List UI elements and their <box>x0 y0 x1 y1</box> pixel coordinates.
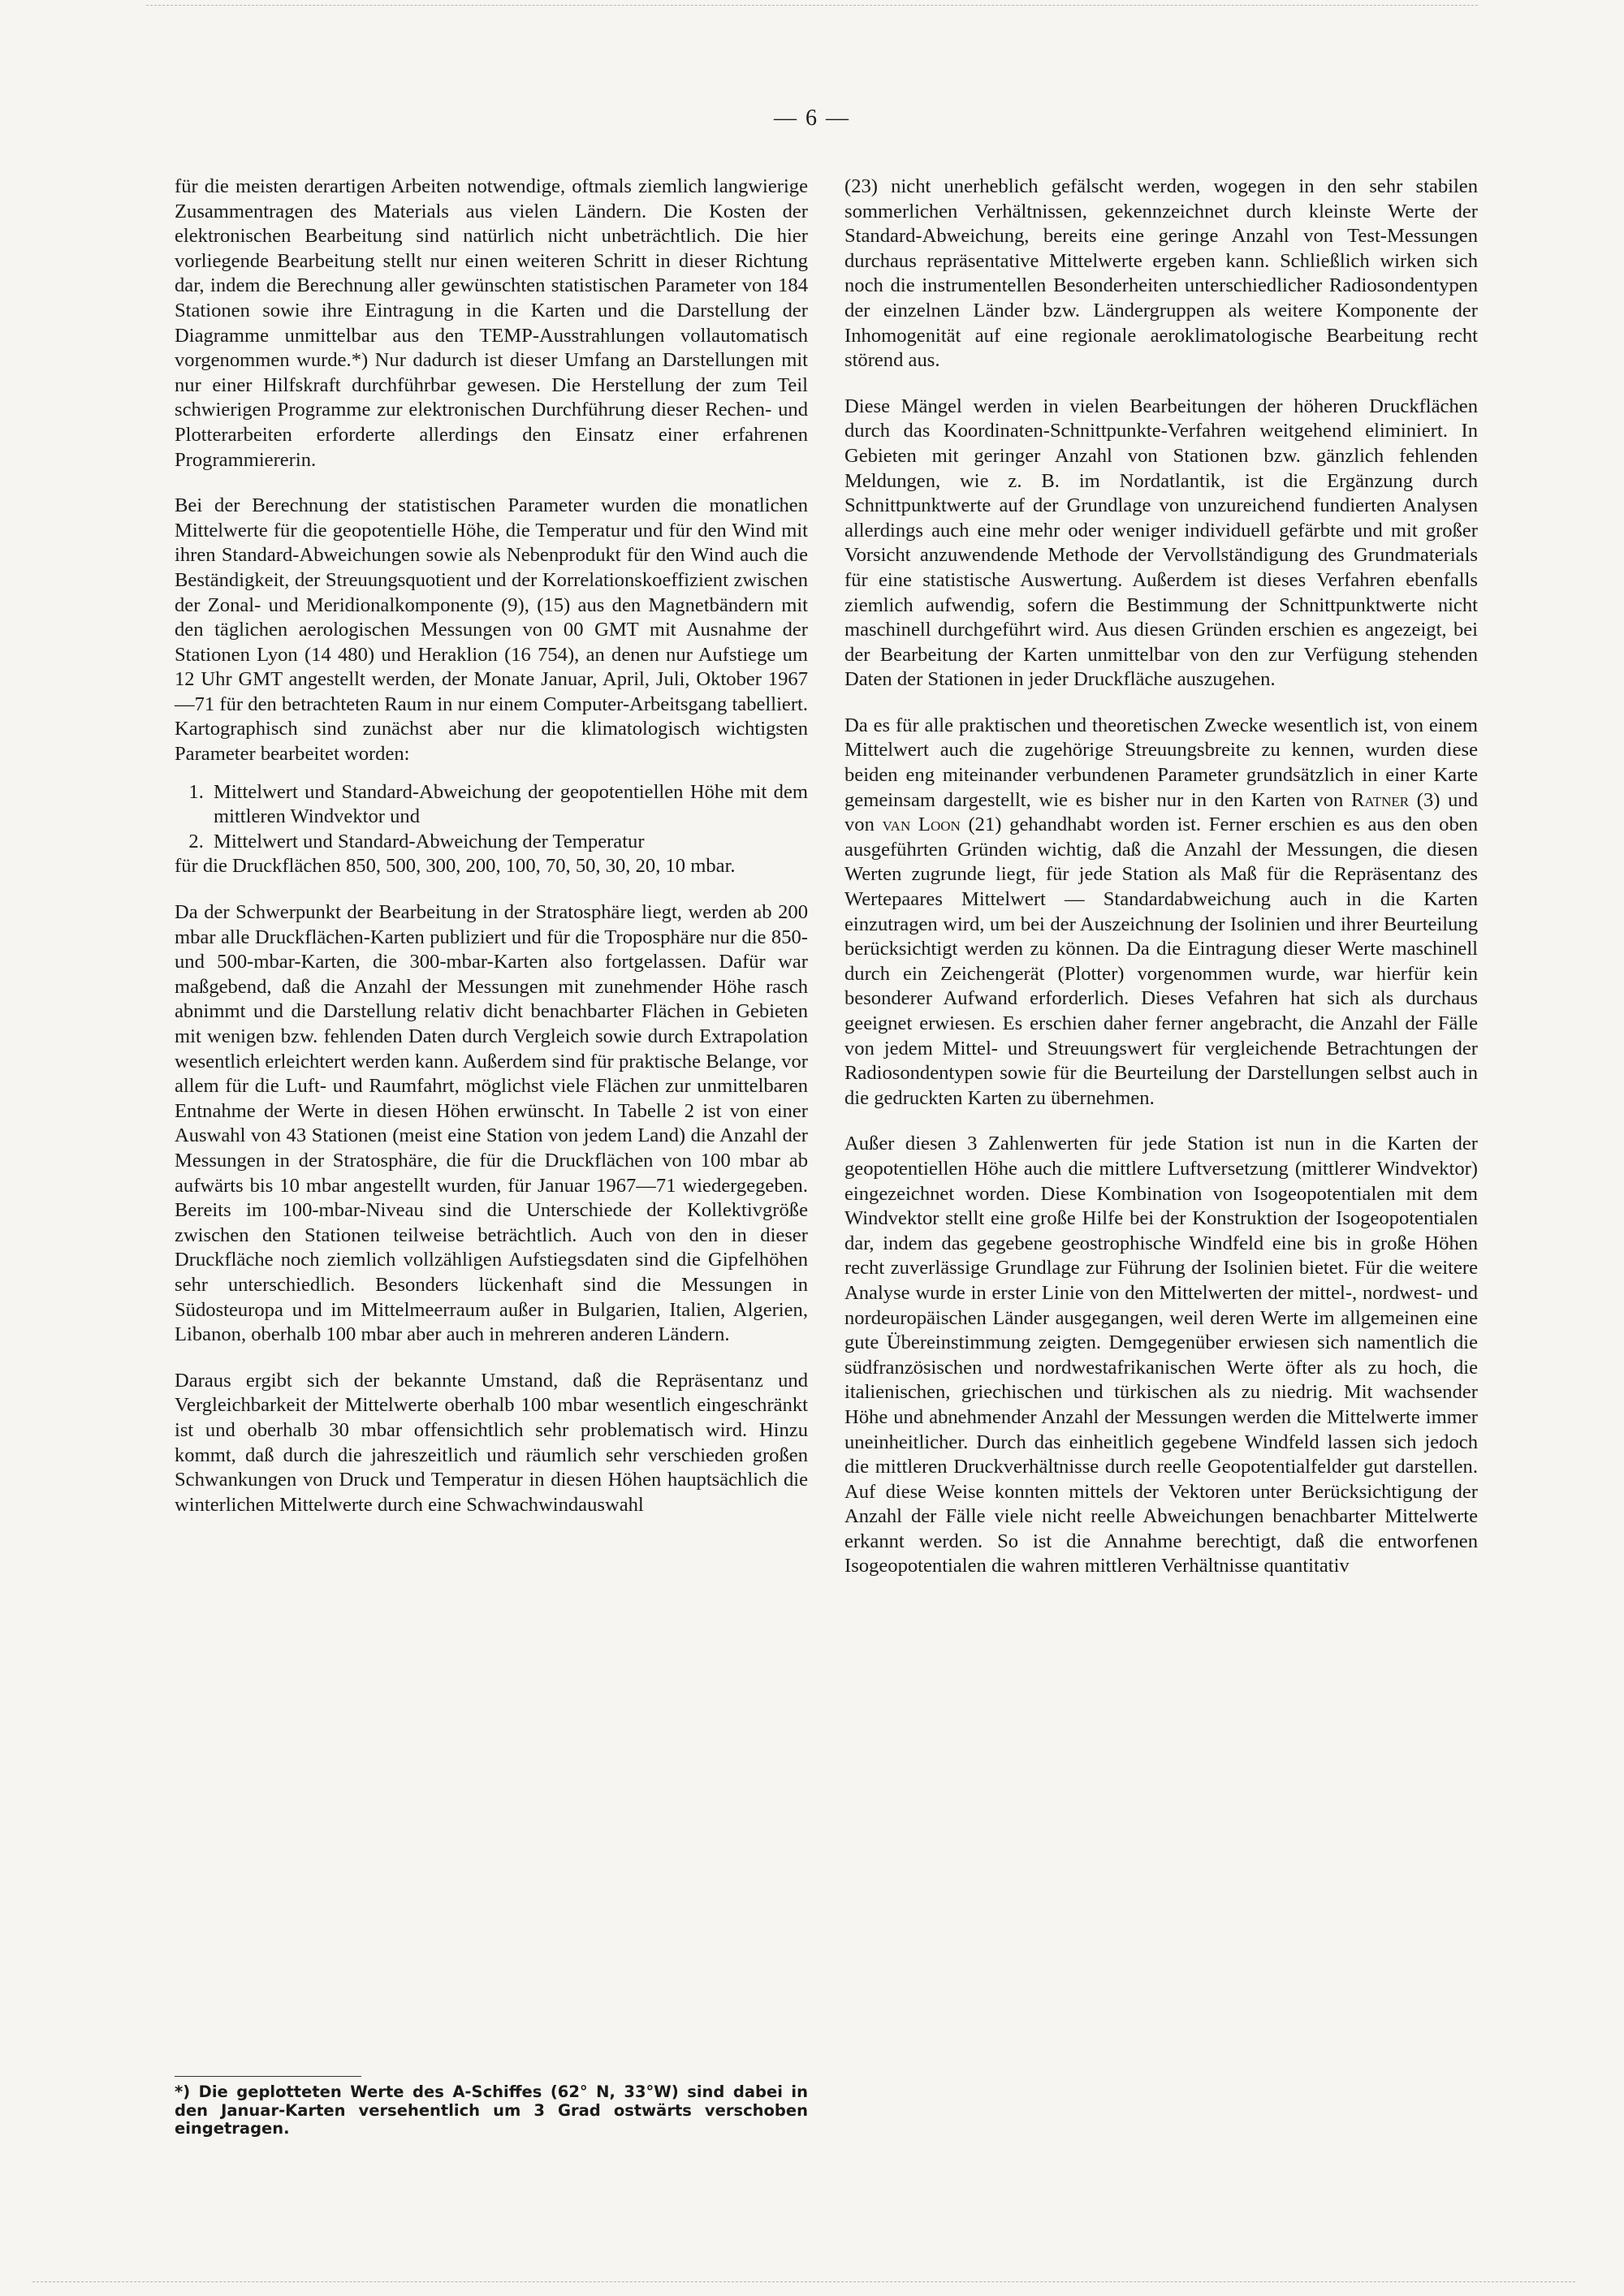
list-item: 2. Mittelwert und Standard-Abweichung der Temperatur <box>209 830 808 855</box>
paragraph: Diese Mängel werden in vielen Bearbeitungen der höheren Druckflächen durch das Koordinaten-Schnittpunkte-Verfahren weitgehend eliminiert. In Gebieten mit geringer Anzahl von Stationen bzw. gänzlich fehlenden Meldungen, wie z. B. im Nordatlantik, ist die Ergänzung durch Schnittpunktwerte auf der Grundlage von unzureichend fundierten Analysen allerdings auch eine mehr oder weniger individuell gefärbte und mit großer Vorsicht anzuwendende Methode der Vervollständigung des Grundmaterials für eine statistische Auswertung. Außerdem ist dieses Verfahren ebenfalls ziemlich aufwendig, sofern die Bestimmung der Schnittpunktwerte nicht maschinell durchgeführt wird. Aus diesen Gründen erschien es angezeigt, bei der Bearbeitung der Karten unmittelbar von den zur Verfügung stehenden Daten der Stationen in jeder Druckfläche auszugehen. <box>844 395 1478 691</box>
text-run: (3) und von <box>844 788 1479 836</box>
left-column <box>175 175 808 1517</box>
scan-edge-top <box>146 5 1478 6</box>
scan-edge-bottom <box>32 2281 1575 2282</box>
parameter-list <box>175 780 808 855</box>
list-item: 1. Mittelwert und Standard-Abweichung der geopotentiellen Höhe mit dem mittleren Windvektor und <box>209 780 808 830</box>
list-continuation: für die Druckflächen 850, 500, 300, 200, 100, 70, 50, 30, 20, 10 mbar. <box>175 855 736 878</box>
paragraph: (23) nicht unerheblich gefälscht werden, wogegen in den sehr stabilen sommerlichen Verhältnissen, gekennzeichnet durch kleinste Werte der Standard-Abweichung, bereits eine geringe Anzahl von Test-Messungen durchaus repräsentative Mittelwerte ergeben kann. Schließlich wirken sich noch die instrumentellen Besonderheiten unterschiedlicher Radiosondentypen der einzelnen Länder bzw. Ländergruppen als weitere Komponente der Inhomogenität auf eine regionale aeroklimatologische Bearbeitung recht störend aus. <box>844 175 1478 372</box>
author-name: van Loon <box>882 814 961 836</box>
page-number: — 6 — <box>774 106 850 131</box>
footnote: *) Die geplotteten Werte des A-Schiffes (62° N, 33°W) sind dabei in den Januar-Karten versehentlich um 3 Grad ostwärts verschoben eingetragen. <box>175 2082 808 2138</box>
paragraph <box>844 714 1478 1111</box>
footnote-rule <box>175 2076 361 2077</box>
paragraph: Daraus ergibt sich der bekannte Umstand, daß die Repräsentanz und Vergleichbarkeit der Mittelwerte oberhalb 100 mbar wesentlich eingeschränkt ist und oberhalb 30 mbar offensichtlich sehr problematisch wird. Hinzu kommt, daß durch die jahreszeitlich und räumlich sehr verschieden großen Schwankungen von Druck und Temperatur in diesen Höhen hauptsächlich die winterlichen Mittelwerte durch eine Schwachwindauswahl <box>175 1369 808 1516</box>
text-run: (21) gehandhabt worden ist. Ferner erschien es aus den oben ausgeführten Gründen wichtig, daß die Anzahl der Messungen, die diesen Werten zugrunde liegt, für jede Station als Maß für die Repräsentanz des Wertepaares Mittelwert — Standardabweichung auch in die Karten einzutragen wird, um bei der Auszeichnung der Isolinien und ihrer Beurteilung berücksichtigt werden zu können. Da die Eintragung dieser Werte maschinell durch ein Zeichengerät (Plotter) vorgenommen wurde, war hierfür kein besonderer Aufwand erforderlich. Dieses Vefahren hat sich als durchaus geeignet erwiesen. Es erschien daher ferner angebracht, die Anzahl der Fälle von jedem Mittel- und Streuungswert für vergleichende Betrachtungen der Radiosondentypen sowie für die Beurteilung der Darstellungen selbst auch in die gedruckten Karten zu übernehmen. <box>844 814 1478 1109</box>
paragraph: Da der Schwerpunkt der Bearbeitung in der Stratosphäre liegt, werden ab 200 mbar alle Druckflächen-Karten publiziert und für die Troposphäre nur die 850- und 500-mbar-Karten, die 300-mbar-Karten also fortgelassen. Dafür war maßgebend, daß die Anzahl der Messungen mit zunehmender Höhe rasch abnimmt und die Darstellung relativ dicht benachbarter Flächen in Gebieten mit wenigen bzw. fehlenden Daten durch Vergleich sowie durch Extrapolation wesentlich erleichtert werden kann. Außerdem sind für praktische Belange, vor allem für die Luft- und Raumfahrt, möglichst viele Flächen zur unmittelbaren Entnahme der Werte in diesen Höhen erwünscht. In Tabelle 2 ist von einer Auswahl von 43 Stationen (meist eine Station von jedem Land) die Anzahl der Messungen in der Stratosphäre, die für die Druckflächen von 100 mbar ab aufwärts bis 10 mbar angestellt wurden, für Januar 1967—71 wiedergegeben. Bereits im 100-mbar-Niveau sind die Unterschiede der Kollektivgröße zwischen den Stationen teilweise beträchtlich. Auch von den in dieser Druckfläche noch ziemlich vollzähligen Aufstiegsdaten sind die Gipfelhöhen sehr unterschiedlich. Besonders lückenhaft sind die Messungen in Südosteuropa und im Mittelmeerraum außer in Bulgarien, Italien, Algerien, Libanon, oberhalb 100 mbar aber auch in mehreren anderen Ländern. <box>175 901 808 1346</box>
paragraph: Außer diesen 3 Zahlenwerten für jede Station ist nun in die Karten der geopotentiellen Höhe auch die mittlere Luftversetzung (mittlerer Windvektor) eingezeichnet worden. Diese Kombination von Isogeopotentialen mit dem Windvektor stellt eine große Hilfe bei der Konstruktion der Isogeopotentialen dar, indem das gegebene geostrophische Windfeld eine bis in große Höhen recht zuverlässige Grundlage zur Führung der Isolinien bietet. Für die weitere Analyse wurde in erster Linie von den Mittelwerten der mittel-, nordwest- und nordeuropäischen Länder ausgegangen, weil deren Werte im allgemeinen eine gute Übereinstimmung zeigten. Demgegenüber erwiesen sich namentlich die südfranzösischen und nordwestafrikanischen Werte öfter als zu hoch, die italienischen, griechischen und türkischen als zu niedrig. Mit wachsender Höhe und abnehmender Anzahl der Messungen werden die Mittelwerte immer uneinheitlicher. Durch das einheitlich gegebene Windfeld lassen sich jedoch die mittleren Druckverhältnisse durch reelle Geopotentialfelder gut darstellen. Auf diese Weise konnten mittels der Vektoren unter Berücksichtigung der Anzahl der Fälle viele nicht reelle Abweichungen benachbarter Mittelwerte erkannt werden. So ist die Annahme berechtigt, daß die entworfenen Isogeopotentialen die wahren mittleren Verhältnisse quantitativ <box>844 1133 1478 1577</box>
text-run: Da es für alle praktischen und theoretischen Zwecke wesentlich ist, von einem Mittelwert auch die zugehörige Streuungsbreite zu kennen, wurden diese beiden eng miteinander verbundenen Parameter grundsätzlich in einer Karte gemeinsam dargestellt, wie es bisher nur in den Karten von <box>844 714 1478 811</box>
paragraph: für die meisten derartigen Arbeiten notwendige, oftmals ziemlich langwierige Zusammentragen des Materials aus vielen Ländern. Die Kosten der elektronischen Bearbeitung sind natürlich nicht unbeträchtlich. Die hier vorliegende Bearbeitung stellt nur einen weiteren Schritt in dieser Richtung dar, indem die Berechnung aller gewünschten statistischen Parameter von 184 Stationen sowie ihre Eintragung in die Karten und die Darstellung der Diagramme unmittelbar aus den TEMP-Ausstrahlungen vollautomatisch vorgenommen wurde.*) Nur dadurch ist dieser Umfang an Darstellungen mit nur einer Hilfskraft durchführbar gewesen. Die Herstellung der zum Teil schwierigen Programme zur elektronischen Durchführung dieser Rechen- und Plotterarbeiten erforderte allerdings den Einsatz einer erfahrenen Programmiererin. <box>175 175 808 471</box>
paragraph: Bei der Berechnung der statistischen Parameter wurden die monatlichen Mittelwerte für die geopotentielle Höhe, die Temperatur und für den Wind mit ihren Standard-Abweichungen sowie als Nebenprodukt für den Wind auch die Beständigkeit, der Streuungsquotient und der Korrelationskoeffizient zwischen der Zonal- und Meridionalkomponente (9), (15) aus den Magnetbändern mit den täglichen aerologischen Messungen von 00 GMT mit Ausnahme der Stationen Lyon (14 480) und Heraklion (16 754), an denen nur Aufstiege um 12 Uhr GMT angestellt werden, der Monate Januar, April, Juli, Oktober 1967—71 für den betrachteten Raum in nur einem Computer-Arbeitsgang tabelliert. Kartographisch sind zunächst aber nur die klimatologisch wichtigsten Parameter bearbeitet worden: <box>175 494 808 766</box>
right-column <box>844 175 1478 1579</box>
author-name: Ratner <box>1350 788 1410 811</box>
